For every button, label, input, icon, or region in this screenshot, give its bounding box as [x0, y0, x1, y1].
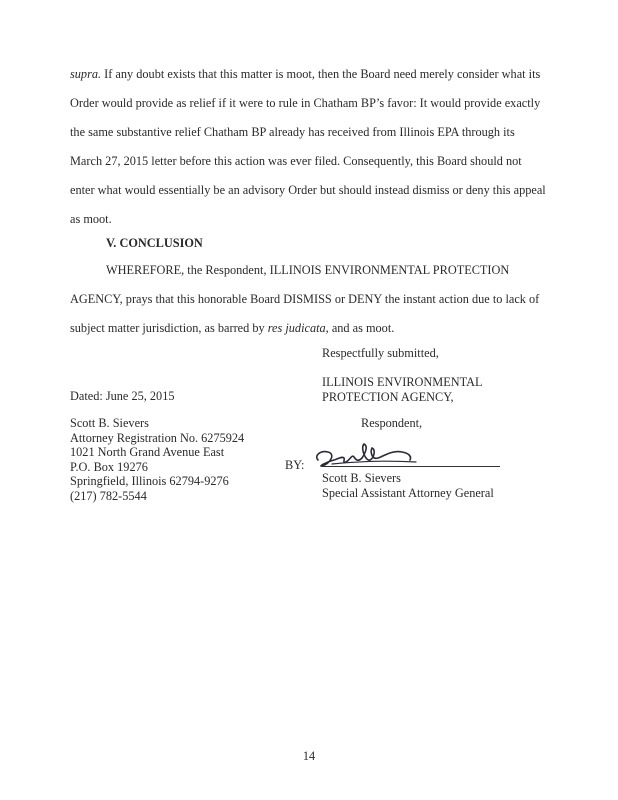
- paragraph-line: [70, 60, 548, 89]
- signer-name: Scott B. Sievers: [322, 471, 401, 485]
- handwritten-signature-icon: [312, 438, 432, 474]
- paragraph-line: as moot.: [70, 212, 112, 226]
- wherefore-paragraph: [70, 256, 548, 343]
- line-text: , and as moot.: [325, 321, 395, 335]
- italic-term: res judicata: [267, 321, 326, 335]
- contact-po-box: P.O. Box 19276: [70, 459, 148, 474]
- line-text: If any doubt exists that this matter is moot, then the Board need merely consider what its: [101, 67, 541, 81]
- respectfully-submitted: Respectfully submitted,: [322, 346, 439, 360]
- paragraph-line: the same substantive relief Chatham BP already has received from Illinois EPA through its: [70, 125, 515, 139]
- signature-line: [322, 466, 500, 467]
- date-line: Dated: June 25, 2015: [70, 389, 175, 403]
- agency-line: PROTECTION AGENCY,: [322, 389, 454, 404]
- paragraph-line: March 27, 2015 letter before this action was ever filed. Consequently, this Board should not: [70, 154, 522, 168]
- attorney-contact-block: [70, 416, 244, 503]
- paragraph-line: AGENCY, prays that this honorable Board DISMISS or DENY the instant action due to lack of: [70, 292, 540, 306]
- agency-name-block: [322, 375, 483, 404]
- contact-phone: (217) 782-5544: [70, 488, 147, 503]
- signer-title: Special Assistant Attorney General: [322, 485, 494, 500]
- mootness-paragraph: [70, 60, 548, 234]
- contact-city: Springfield, Illinois 62794-9276: [70, 474, 229, 488]
- by-label: BY:: [285, 458, 305, 472]
- contact-registration: Attorney Registration No. 6275924: [70, 430, 245, 445]
- respondent-label: Respondent,: [361, 416, 423, 430]
- page-number: 14: [302, 749, 316, 763]
- paragraph-line: enter what would essentially be an advisory Order but should instead dismiss or deny this appeal: [70, 183, 546, 197]
- agency-line: ILLINOIS ENVIRONMENTAL: [322, 375, 483, 389]
- paragraph-line: [70, 314, 548, 343]
- section-heading: V. CONCLUSION: [106, 236, 203, 250]
- italic-citation: supra.: [70, 67, 102, 81]
- paragraph-line: WHEREFORE, the Respondent, ILLINOIS ENVIRONMENTAL PROTECTION: [106, 263, 510, 277]
- contact-street: 1021 North Grand Avenue East: [70, 445, 225, 459]
- signer-block: [322, 471, 494, 500]
- paragraph-line: Order would provide as relief if it were to rule in Chatham BP’s favor: It would provide exactly: [70, 96, 541, 110]
- line-text: subject matter jurisdiction, as barred by: [70, 321, 268, 335]
- contact-name: Scott B. Sievers: [70, 416, 149, 430]
